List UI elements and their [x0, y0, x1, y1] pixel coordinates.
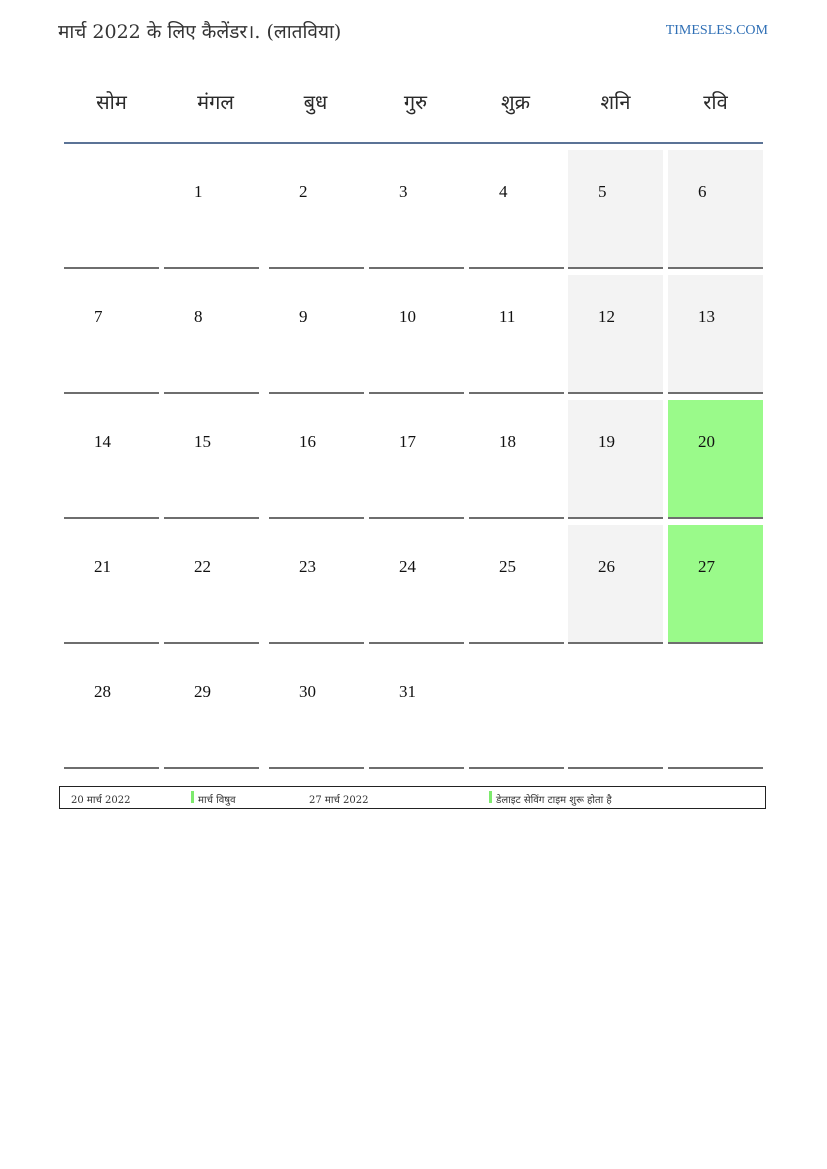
- day-cell: [64, 525, 159, 644]
- day-cell: [469, 150, 564, 269]
- weekday-fri: शुक्र: [501, 90, 530, 114]
- day-number: 17: [399, 432, 416, 451]
- day-number: 27: [698, 557, 715, 576]
- day-number: 21: [94, 557, 111, 576]
- day-cell: [469, 400, 564, 519]
- day-number: 12: [598, 307, 615, 326]
- day-cell: [269, 275, 364, 394]
- day-cell: [64, 400, 159, 519]
- day-cell: [269, 525, 364, 644]
- weekday-header-row: [64, 84, 763, 144]
- day-cell: [568, 150, 663, 269]
- day-number: 18: [499, 432, 516, 451]
- day-cell: [469, 650, 564, 769]
- day-cell: [568, 400, 663, 519]
- day-cell: [64, 650, 159, 769]
- site-link[interactable]: TIMESLES.COM: [665, 23, 768, 38]
- page-title: मार्च 2022 के लिए कैलेंडर।. (लातविया): [58, 21, 342, 43]
- day-cell: [369, 400, 464, 519]
- day-cell: [269, 650, 364, 769]
- holiday-marker: [191, 791, 194, 803]
- day-cell: [64, 275, 159, 394]
- day-cell: [164, 400, 259, 519]
- day-number: 19: [598, 432, 615, 451]
- day-number: 4: [499, 182, 508, 201]
- day-cell: [668, 150, 763, 269]
- day-number: 14: [94, 432, 111, 451]
- day-cell: [64, 150, 159, 269]
- weekday-sat: शनि: [600, 90, 631, 114]
- day-cell: [469, 275, 564, 394]
- day-cell: [164, 275, 259, 394]
- day-number: 29: [194, 682, 211, 701]
- day-number: 11: [499, 307, 516, 326]
- day-number: 28: [94, 682, 111, 701]
- day-cell: [269, 400, 364, 519]
- legend-label: डेलाइट सेविंग टाइम शुरू होता है: [496, 795, 612, 806]
- legend-label: मार्च विषुव: [198, 795, 236, 806]
- day-cell: [668, 525, 763, 644]
- legend-date: 20 मार्च 2022: [71, 795, 131, 806]
- day-number: 8: [194, 307, 203, 326]
- weekday-sun: रवि: [703, 90, 728, 114]
- holiday-legend: [59, 786, 766, 809]
- day-number: 31: [399, 682, 416, 701]
- day-number: 10: [399, 307, 416, 326]
- day-number: 13: [698, 307, 715, 326]
- day-cell: [164, 150, 259, 269]
- day-number: 26: [598, 557, 615, 576]
- day-number: 22: [194, 557, 211, 576]
- weekday-wed: बुध: [303, 90, 328, 114]
- day-number: 23: [299, 557, 316, 576]
- day-cell: [668, 400, 763, 519]
- day-cell: [568, 525, 663, 644]
- day-number: 7: [94, 307, 103, 326]
- weekday-tue: मंगल: [197, 90, 234, 114]
- day-number: 1: [194, 182, 203, 201]
- day-cell: [469, 525, 564, 644]
- day-number: 20: [698, 432, 715, 451]
- day-number: 5: [598, 182, 607, 201]
- weekday-mon: सोम: [96, 90, 127, 114]
- day-number: 9: [299, 307, 308, 326]
- day-number: 2: [299, 182, 308, 201]
- day-number: 15: [194, 432, 211, 451]
- day-cell: [164, 650, 259, 769]
- holiday-marker: [489, 791, 492, 803]
- day-cell: [568, 275, 663, 394]
- day-cell: [668, 275, 763, 394]
- day-cell: [369, 525, 464, 644]
- day-cell: [668, 650, 763, 769]
- day-cell: [369, 650, 464, 769]
- day-number: 24: [399, 557, 416, 576]
- day-number: 6: [698, 182, 707, 201]
- day-number: 30: [299, 682, 316, 701]
- day-cell: [164, 525, 259, 644]
- day-number: 3: [399, 182, 408, 201]
- legend-date: 27 मार्च 2022: [309, 795, 369, 806]
- day-cell: [369, 275, 464, 394]
- day-number: 25: [499, 557, 516, 576]
- day-cell: [369, 150, 464, 269]
- weekday-thu: गुरु: [403, 90, 428, 114]
- day-number: 16: [299, 432, 316, 451]
- day-cell: [269, 150, 364, 269]
- day-cell: [568, 650, 663, 769]
